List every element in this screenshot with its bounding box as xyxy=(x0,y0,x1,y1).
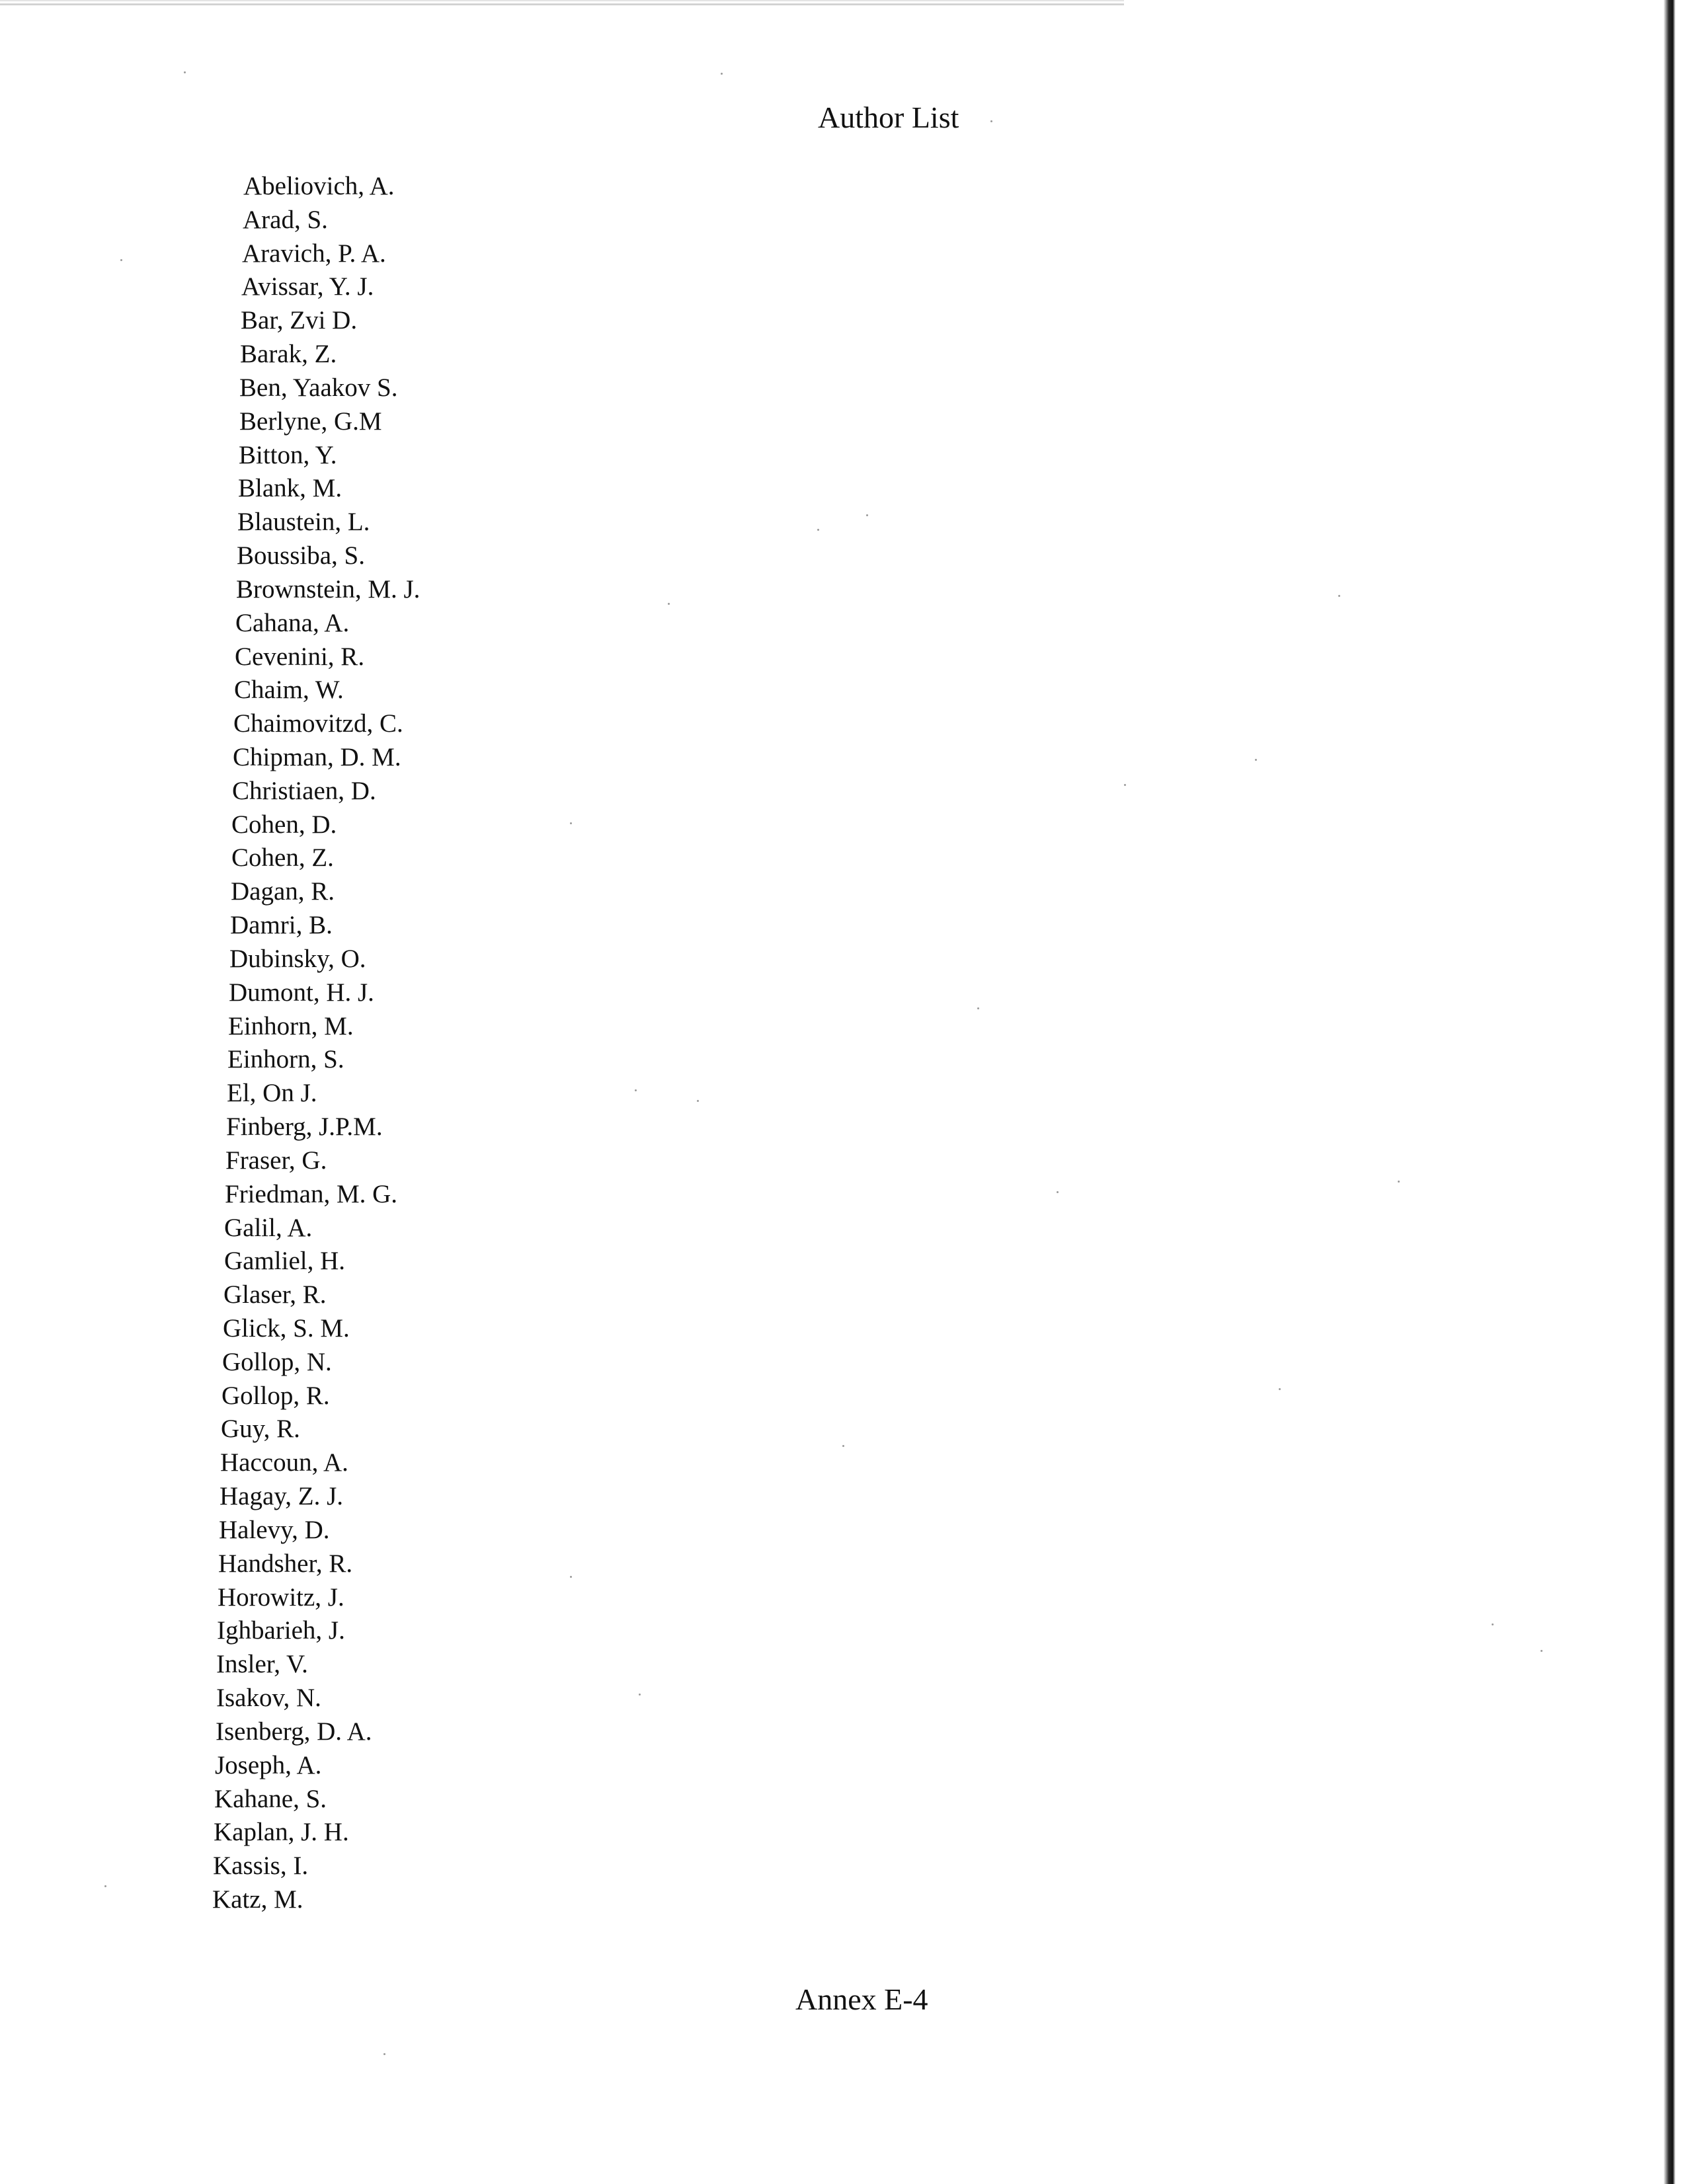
author-entry: Kaplan, J. H. xyxy=(214,1818,349,1846)
author-entry: Bitton, Y. xyxy=(239,441,337,469)
author-entry: Ben, Yaakov S. xyxy=(239,373,398,402)
author-entry: Cevenini, R. xyxy=(235,643,365,671)
author-entry: Guy, R. xyxy=(221,1415,300,1443)
scan-speck xyxy=(635,1089,637,1091)
scan-speck xyxy=(104,1885,106,1887)
author-entry: Avissar, Y. J. xyxy=(241,272,374,301)
author-entry: Chaimovitzd, C. xyxy=(233,709,403,738)
author-entry: Cohen, Z. xyxy=(231,843,334,872)
scan-speck xyxy=(184,71,186,73)
author-entry: Kassis, I. xyxy=(213,1852,309,1880)
author-entry: Halevy, D. xyxy=(219,1516,330,1544)
author-entry: Glick, S. M. xyxy=(223,1314,350,1343)
scan-speck xyxy=(668,603,670,605)
scan-speck xyxy=(570,822,572,824)
author-entry: Einhorn, M. xyxy=(228,1012,354,1040)
scan-speck xyxy=(866,514,868,516)
scan-speck xyxy=(990,120,992,122)
author-entry: Abeliovich, A. xyxy=(243,172,395,200)
scan-speck xyxy=(977,1007,979,1009)
scan-speck xyxy=(1255,759,1257,761)
author-entry: Damri, B. xyxy=(230,911,333,939)
author-entry: Hagay, Z. J. xyxy=(220,1482,344,1510)
author-entry: Bar, Zvi D. xyxy=(241,306,358,334)
author-entry: Gamliel, H. xyxy=(224,1247,346,1275)
author-entry: Ighbarieh, J. xyxy=(217,1616,345,1645)
author-entry: Blank, M. xyxy=(238,474,342,502)
author-entry: Christiaen, D. xyxy=(232,777,376,805)
scan-speck xyxy=(842,1445,844,1447)
author-entry: El, On J. xyxy=(227,1079,317,1107)
author-entry: Brownstein, M. J. xyxy=(236,575,421,604)
scan-speck xyxy=(1541,1650,1543,1652)
author-entry: Horowitz, J. xyxy=(218,1583,344,1612)
author-entry: Chaim, W. xyxy=(234,676,344,704)
scan-speck xyxy=(1279,1388,1281,1390)
author-entry: Aravich, P. A. xyxy=(242,239,386,268)
author-entry: Cohen, D. xyxy=(231,810,337,839)
author-entry: Gollop, N. xyxy=(222,1348,332,1376)
scan-speck xyxy=(120,259,122,261)
author-entry: Fraser, G. xyxy=(225,1146,327,1175)
author-entry: Isakov, N. xyxy=(216,1684,321,1712)
scan-speck xyxy=(697,1100,699,1102)
author-entry: Dubinsky, O. xyxy=(229,945,366,973)
author-entry: Gollop, R. xyxy=(221,1382,330,1410)
author-entry: Glaser, R. xyxy=(223,1280,327,1309)
author-entry: Barak, Z. xyxy=(240,340,337,368)
author-entry: Katz, M. xyxy=(212,1885,303,1914)
scan-speck xyxy=(1057,1191,1059,1193)
author-entry: Cahana, A. xyxy=(235,609,350,637)
author-entry: Friedman, M. G. xyxy=(225,1180,398,1208)
author-entry: Insler, V. xyxy=(216,1650,308,1678)
author-entry: Finberg, J.P.M. xyxy=(226,1112,383,1141)
author-entry: Boussiba, S. xyxy=(237,541,365,570)
author-entry: Galil, A. xyxy=(224,1214,313,1242)
author-entry: Blaustein, L. xyxy=(237,508,370,536)
scan-speck xyxy=(639,1694,641,1696)
author-entry: Arad, S. xyxy=(243,206,328,234)
scan-speck xyxy=(1338,595,1340,597)
scan-speck xyxy=(383,2053,385,2055)
page-title: Author List xyxy=(818,100,959,134)
author-entry: Einhorn, S. xyxy=(227,1045,344,1073)
author-entry: Chipman, D. M. xyxy=(233,743,401,771)
scan-speck xyxy=(721,73,723,75)
scan-speck xyxy=(817,529,819,531)
scan-right-edge xyxy=(1664,0,1686,2184)
author-entry: Isenberg, D. A. xyxy=(216,1717,372,1746)
author-entry: Dumont, H. J. xyxy=(229,978,374,1007)
author-entry: Handsher, R. xyxy=(218,1549,353,1578)
author-entry: Haccoun, A. xyxy=(220,1448,348,1477)
scan-speck xyxy=(1124,784,1126,786)
author-entry: Dagan, R. xyxy=(231,877,335,906)
author-entry: Berlyne, G.M xyxy=(239,407,382,436)
scan-speck xyxy=(1492,1623,1494,1625)
author-entry: Joseph, A. xyxy=(215,1751,322,1779)
page-footer: Annex E-4 xyxy=(795,1982,928,2016)
author-entry: Kahane, S. xyxy=(214,1785,327,1813)
scan-top-edge xyxy=(0,0,1124,9)
scan-speck xyxy=(1398,1181,1400,1183)
scan-speck xyxy=(570,1576,572,1578)
